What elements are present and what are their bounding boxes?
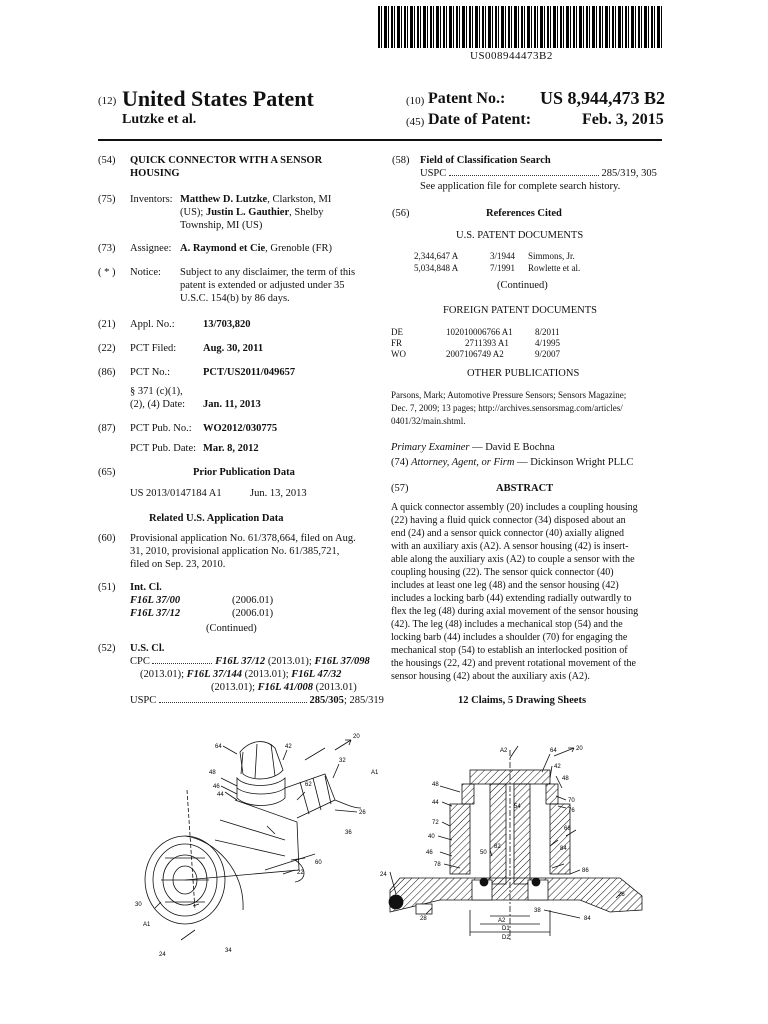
fig-left-label-36: 36	[345, 830, 352, 836]
pct-pub-no-label: PCT Pub. No.:	[130, 423, 192, 434]
field-73-tag: (73)	[98, 243, 116, 254]
fig-right-label-78: 78	[434, 862, 441, 868]
foreign-ref-2-no: 2711393 A1	[465, 338, 509, 348]
abstract-line: includes a locking barb (44) extending radially outwardly to	[391, 593, 632, 604]
abstract-line: (42). The leg (48) includes a mechanical stop (54) and the	[391, 619, 623, 630]
fig-left-label-42: 42	[285, 744, 292, 750]
field-86-tag: (86)	[98, 367, 116, 378]
related-heading: Related U.S. Application Data	[149, 513, 284, 524]
tag-10: (10)	[406, 95, 425, 107]
abstract-line: A quick connector assembly (20) includes a coupling housing	[391, 502, 638, 513]
fig-right-label-24: 24	[380, 872, 387, 878]
barcode-number: US008944473B2	[470, 50, 553, 62]
document-title: United States Patent	[122, 86, 314, 111]
fig-right-label-46: 46	[426, 850, 433, 856]
patent-no: US 8,944,473 B2	[540, 88, 666, 108]
fig-left-label-64: 64	[215, 744, 222, 750]
fig-right-label-66: 66	[564, 826, 571, 832]
pct-no: PCT/US2011/049657	[203, 367, 296, 378]
pct-filed-label: PCT Filed:	[130, 343, 177, 354]
pct-pub-date: Mar. 8, 2012	[203, 443, 259, 454]
other-pubs-heading: OTHER PUBLICATIONS	[467, 368, 580, 379]
foreign-ref-3-cc: WO	[391, 349, 406, 359]
fig-left-label-20: 20	[353, 734, 360, 740]
fig-right-label-a2-bottom: A2	[498, 918, 506, 924]
fig-left-label-60: 60	[315, 860, 322, 866]
us-ref-2-date: 7/1991	[490, 263, 516, 273]
int-cl-label: Int. Cl.	[130, 582, 162, 593]
inventor-1: Matthew D. Lutzke	[180, 194, 268, 205]
field-60-tag: (60)	[98, 533, 116, 544]
field-58-tag: (58)	[392, 155, 410, 166]
fig-right-label-70: 70	[568, 798, 575, 804]
cpc-line-2: (2013.01); F16L 37/144 (2013.01); F16L 47/32	[140, 669, 342, 680]
inventors-label: Inventors:	[130, 194, 173, 205]
notice-label: Notice:	[130, 267, 161, 278]
header-rule	[98, 139, 662, 141]
cpc-line-3: (2013.01); F16L 41/008 (2013.01)	[211, 682, 357, 693]
foreign-ref-2-date: 4/1995	[535, 338, 561, 348]
inventors-line-1: Matthew D. Lutzke, Clarkston, MI	[180, 194, 332, 205]
foreign-ref-3-no: 2007106749 A2	[446, 349, 504, 359]
fig-left-label-30: 30	[135, 902, 142, 908]
fig-right-label-82: 82	[494, 844, 501, 850]
abstract-line: able along the auxiliary axis (A2) to couple a sensor with the	[391, 554, 635, 565]
pct-no-label: PCT No.:	[130, 367, 171, 378]
fig-left-label-26: 26	[359, 810, 366, 816]
inventor-2: Justin L. Gauthier	[205, 207, 290, 218]
field-56-tag: (56)	[392, 208, 410, 219]
field-22-tag: (22)	[98, 343, 116, 354]
int-cl-1-version: (2006.01)	[232, 595, 274, 606]
foreign-ref-1-cc: DE	[391, 327, 403, 337]
notice-line-1: Subject to any disclaimer, the term of this	[180, 267, 356, 278]
barcode	[378, 6, 663, 48]
figure-cross-section	[380, 740, 645, 955]
foreign-ref-1-no: 102010006766 A1	[446, 327, 513, 337]
us-ref-2-no: 5,034,848 A	[414, 263, 459, 273]
int-cl-2: F16L 37/12	[130, 608, 181, 619]
claims-summary: 12 Claims, 5 Drawing Sheets	[458, 695, 587, 706]
fig-right-label-42: 42	[554, 764, 561, 770]
appl-no-label: Appl. No.:	[130, 319, 175, 330]
fig-right-label-84: 84	[560, 846, 567, 852]
fig-left-label-22: 22	[297, 870, 304, 876]
us-ref-1-no: 2,344,647 A	[414, 251, 459, 261]
fig-right-label-48-left: 48	[432, 782, 439, 788]
fig-right-label-40: 40	[428, 834, 435, 840]
notice-line-3: U.S.C. 154(b) by 86 days.	[180, 293, 290, 304]
notice-line-2: patent is extended or adjusted under 35	[180, 280, 345, 291]
title-line-2: HOUSING	[130, 168, 180, 179]
fig-right-label-54: 54	[514, 804, 521, 810]
int-cl-1: F16L 37/00	[130, 595, 181, 606]
abstract-heading: ABSTRACT	[496, 483, 554, 494]
us-ref-1-name: Simmons, Jr.	[528, 251, 575, 261]
field-51-tag: (51)	[98, 582, 116, 593]
us-cl-label: U.S. Cl.	[130, 643, 165, 654]
pct-filed: Aug. 30, 2011	[203, 343, 264, 354]
foreign-ref-2-cc: FR	[391, 338, 403, 348]
attorney: (74) Attorney, Agent, or Firm — Dickinson Wright PLLC	[391, 457, 634, 468]
us-refs-continued: (Continued)	[497, 280, 548, 291]
other-pub-line-1: Parsons, Mark; Automotive Pressure Sensors; Sensors Magazine;	[391, 390, 627, 400]
fig-right-label-a2-top: A2	[500, 748, 508, 754]
abstract-body	[391, 501, 663, 683]
int-cl-continued: (Continued)	[206, 623, 257, 634]
fig-right-label-38: 38	[534, 908, 541, 914]
abstract-line: end (24) and a sensor quick connector (40) axially aligned	[391, 528, 624, 539]
abstract-line: includes at least one leg (48) and the sensor housing (42)	[391, 580, 619, 591]
field-search-uspc: USPC 285/319, 305	[420, 168, 657, 179]
fig-right-label-64: 64	[550, 748, 557, 754]
fig-right-label-72: 72	[432, 820, 439, 826]
us-ref-2-name: Rowlette et al.	[528, 263, 581, 273]
foreign-ref-3-date: 9/2007	[535, 349, 561, 359]
fig-left-label-34: 34	[225, 948, 232, 954]
figure-perspective	[125, 730, 390, 960]
abstract-line: the housings (22, 42) and prevent rotational movement of the	[391, 658, 636, 669]
fig-right-label-48-right: 48	[562, 776, 569, 782]
field-54-tag: (54)	[98, 155, 116, 166]
fig-left-label-62: 62	[305, 782, 312, 788]
pct-pub-date-label: PCT Pub. Date:	[130, 443, 197, 454]
inventors-line-3: Township, MI (US)	[180, 220, 263, 231]
assignee: A. Raymond et Cie, Grenoble (FR)	[180, 243, 332, 254]
abstract-line: locking barb (44) includes a shoulder (70) for engaging the	[391, 632, 628, 643]
fig-right-label-50: 50	[480, 850, 487, 856]
prior-pub-date: Jun. 13, 2013	[250, 488, 307, 499]
field-search-note: See application file for complete search history.	[420, 181, 621, 192]
fig-left-label-46: 46	[213, 784, 220, 790]
abstract-line: with an auxiliary axis (A2). A sensor housing (42) is insert-	[391, 541, 629, 552]
tag-45: (45)	[406, 116, 425, 128]
abstract-line: coupling housing (22). The sensor quick connector (40)	[391, 567, 614, 578]
fig-right-label-86: 86	[582, 868, 589, 874]
related-line-1: Provisional application No. 61/378,664, filed on Aug.	[130, 533, 356, 544]
notice-tag: ( * )	[98, 267, 116, 278]
fig-right-label-28: 28	[420, 916, 427, 922]
related-line-2: 31, 2010, provisional application No. 61/385,721,	[130, 546, 340, 557]
fig-right-label-d2: D2	[502, 935, 510, 941]
s371-line-2: (2), (4) Date:	[130, 399, 186, 410]
fig-left-label-24: 24	[159, 952, 166, 958]
field-52-tag: (52)	[98, 643, 116, 654]
field-65-tag: (65)	[98, 467, 116, 478]
fig-right-label-76: 76	[568, 808, 575, 814]
other-pub-line-3: 0401/32/main.shtml.	[391, 416, 466, 426]
fig-left-label-a1-top: A1	[371, 770, 379, 776]
other-pub-line-2: Dec. 7, 2009; 13 pages; http://archives.sensorsmag.com/articles/	[391, 403, 623, 413]
us-ref-1-date: 3/1944	[490, 251, 516, 261]
field-21-tag: (21)	[98, 319, 116, 330]
tag-12: (12)	[98, 95, 117, 107]
references-heading: References Cited	[486, 208, 562, 219]
cpc-line-1: CPC F16L 37/12 (2013.01); F16L 37/098	[130, 656, 370, 667]
assignee-label: Assignee:	[130, 243, 172, 254]
field-57-tag: (57)	[391, 483, 409, 494]
field-search-label: Field of Classification Search	[420, 155, 551, 166]
patent-no-label: Patent No.:	[428, 90, 506, 107]
primary-examiner: Primary Examiner — David E Bochna	[391, 442, 555, 453]
date-label: Date of Patent:	[428, 111, 532, 128]
abstract-line: (22) having a fluid quick connector (34) disposed about an	[391, 515, 626, 526]
pct-pub-no: WO2012/030775	[203, 423, 278, 434]
foreign-ref-1-date: 8/2011	[535, 327, 560, 337]
fig-right-label-26: 26	[618, 892, 625, 898]
prior-pub-heading: Prior Publication Data	[193, 467, 295, 478]
foreign-docs-heading: FOREIGN PATENT DOCUMENTS	[443, 305, 598, 316]
fig-right-label-d1: D1	[502, 926, 510, 932]
appl-no: 13/703,820	[203, 319, 251, 330]
fig-left-label-48: 48	[209, 770, 216, 776]
related-line-3: filed on Sep. 23, 2010.	[130, 559, 226, 570]
title-line-1: QUICK CONNECTOR WITH A SENSOR	[130, 155, 323, 166]
s371-line-1: § 371 (c)(1),	[130, 386, 183, 397]
date-of-patent: Feb. 3, 2015	[582, 111, 664, 128]
inventors-line-2: (US); Justin L. Gauthier, Shelby	[180, 207, 324, 218]
authors: Lutzke et al.	[122, 112, 197, 127]
uspc-line: USPC 285/305; 285/319	[130, 695, 384, 706]
abstract-line: mechanical stop (54) to establish an interlocked position of	[391, 645, 628, 656]
fig-left-label-32: 32	[339, 758, 346, 764]
abstract-line: sensor housing (42) about the auxiliary axis (A2).	[391, 671, 590, 682]
prior-pub-no: US 2013/0147184 A1	[130, 488, 222, 499]
abstract-line: flex the leg (48) during axial movement of the sensor housing	[391, 606, 639, 617]
us-docs-heading: U.S. PATENT DOCUMENTS	[456, 230, 584, 241]
fig-left-label-a1-bottom: A1	[143, 922, 151, 928]
fig-right-label-20: 20	[576, 746, 583, 752]
fig-left-label-44: 44	[217, 792, 224, 798]
fig-right-label-84-bottom: 84	[584, 916, 591, 922]
int-cl-2-version: (2006.01)	[232, 608, 274, 619]
field-75-tag: (75)	[98, 194, 116, 205]
fig-right-label-44: 44	[432, 800, 439, 806]
s371-date: Jan. 11, 2013	[203, 399, 261, 410]
field-87-tag: (87)	[98, 423, 116, 434]
